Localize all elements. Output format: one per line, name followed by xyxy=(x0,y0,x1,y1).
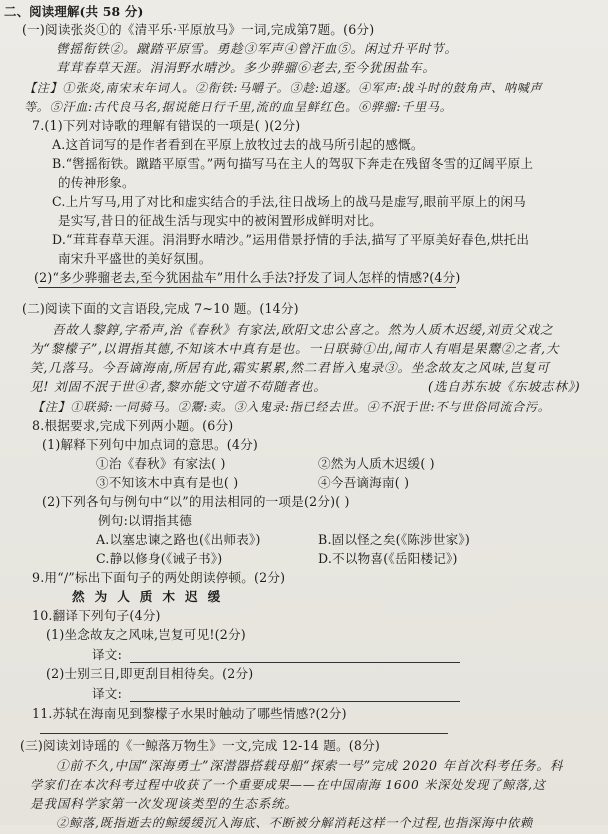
part2-title: (二)阅读下面的文言语段,完成 7~10 题。(14分) xyxy=(22,301,299,316)
q7-option-c-cont: 是实写,昔日的征战生活与现实中的被闲置形成鲜明对比。 xyxy=(58,213,383,228)
q10-label-2: 译文: xyxy=(92,686,123,701)
passage-line-2: 为“黎檬子”,以谓指其德,不知该木中真有是也。一日联骑①出,闻市人有唱是果鬻②之者,大 xyxy=(30,341,560,356)
q8-item-2: ②然为人质木迟缓( ) xyxy=(318,456,435,471)
passage-line-4: 见! 刘固不泯于世④者,黎亦能文守道不苟随者也。 xyxy=(30,379,327,394)
article-line-1: ①前不久,中国“深海勇士”深潜器搭载母船“探索一号”完成 2020 年首次科考任务。科 xyxy=(56,758,564,773)
q7-option-c: C.上片写马,用了对比和虚实结合的手法,往日战场上的战马是虚写,眼前平原上的闲马 xyxy=(52,194,526,209)
q8-example: 例句:以谓指其德 xyxy=(98,513,192,528)
part1-title: (一)阅读张炎①的《清平乐·平原放马》一词,完成第7题。(6分) xyxy=(22,22,375,37)
q8-option-d: D.不以物喜(《岳阳楼记》) xyxy=(318,551,458,566)
q11-stem: 11.苏轼在海南见到黎檬子水果时触动了哪些情感?(2分) xyxy=(32,706,347,721)
section-heading: 二、阅读理解(共 58 分) xyxy=(4,4,144,19)
q7-sub2: (2)“多少骅骝老去,至今犹困盐车”用什么手法?抒发了词人怎样的情感?(4分) xyxy=(34,270,461,285)
poem-note-1: 【注】①张炎,南宋末年词人。②衔铁:马嚼子。③趁:追逐。④军声:战斗时的鼓角声、呐喊声 xyxy=(24,81,543,95)
q8-option-b: B.固以怪之矣(《陈涉世家》) xyxy=(318,532,471,547)
q10-stem: 10.翻译下列句子(4分) xyxy=(32,608,161,623)
q7-option-b-cont: 的传神形象。 xyxy=(58,175,135,190)
q10-sub1: (1)坐念故友之风味,岂复可见!(2分) xyxy=(46,627,246,642)
q7-option-a: A.这首词写的是作者看到在平原上放牧过去的战马所引起的感慨。 xyxy=(52,137,424,152)
q8-item-4: ④今吾谪海南( ) xyxy=(318,475,410,490)
part3-title: (三)阅读刘诗瑶的《一鲸落万物生》一文,完成 12-14 题。(8分) xyxy=(20,738,381,753)
q8-sub1: (1)解释下列句中加点词的意思。(4分) xyxy=(42,437,258,452)
q10-answer-line-2[interactable] xyxy=(130,701,460,702)
article-line-4: ②鲸落,既指逝去的鲸缓缓沉入海底、不断被分解消耗这样一个过程,也指深海中依赖 xyxy=(56,816,533,830)
passage-notes: 【注】①联骑:一同骑马。②鬻:卖。③入鬼录:指已经去世。④不泯于世:不与世俗同流合污。 xyxy=(32,400,551,414)
q9-stem: 9.用“/”标出下面句子的两处朗读停顿。(2分) xyxy=(32,570,286,585)
q8-sub2: (2)下列各句与例句中“以”的用法相同的一项是(2分)( ) xyxy=(42,494,350,509)
q8-option-a: A.以塞忠谏之路也(《出师表》) xyxy=(96,532,261,547)
q8-stem: 8.根据要求,完成下列两小题。(6分) xyxy=(32,418,234,433)
q7-option-d: D.“茸茸春草天涯。涓涓野水晴沙。”运用借景抒情的手法,描写了平原美好春色,烘托出 xyxy=(52,232,530,247)
q8-item-3: ③不知该木中真有是也( ) xyxy=(96,475,239,490)
article-line-3: 是我国科学家第一次发现该类型的生态系统。 xyxy=(30,796,298,811)
q11-answer-line[interactable] xyxy=(40,733,448,734)
q7-stem: 7.(1)下列对诗歌的理解有错误的一项是( )(2分) xyxy=(32,118,301,133)
q8-item-1: ①治《春秋》有家法( ) xyxy=(96,456,226,471)
q8-option-c: C.静以修身(《诫子书》) xyxy=(96,551,223,566)
q10-label-1: 译文: xyxy=(92,647,123,662)
q7-option-b: B.“辔摇衔铁。蹴踏平原雪。”两句描写马在主人的驾驭下奔走在残留冬雪的辽阔平原上 xyxy=(52,156,534,171)
poem-line-1: 辔摇衔铁②。蹴踏平原雪。勇趁③军声④曾汗血⑤。闲过升平时节。 xyxy=(56,41,458,56)
q7-option-d-cont: 南宋升平盛世的美好氛围。 xyxy=(58,251,212,266)
passage-line-3: 笑,几落马。今吾谪海南,所居有此,霜实累累,然二君皆入鬼录③。坐念故友之风味,岂复可 xyxy=(30,360,550,375)
poem-line-2: 茸茸春草天涯。涓涓野水晴沙。多少骅骝⑥老去,至今犹困盐车。 xyxy=(56,60,436,75)
article-line-2: 学家们在本次科考过程中收获了一个重要成果——在中国南海 1600 米深处发现了鲸落,这 xyxy=(30,778,546,792)
q10-answer-line-1[interactable] xyxy=(130,662,460,663)
q10-sub2: (2)士别三日,即更刮目相待矣。(2分) xyxy=(46,666,254,681)
poem-note-2: 等。⑤汗血:古代良马名,据说能日行千里,流的血呈鲜红色。⑥骅骝:千里马。 xyxy=(24,100,453,114)
q7-answer-line[interactable] xyxy=(38,287,456,288)
q9-sentence[interactable]: 然为人质木迟缓 xyxy=(72,589,231,604)
passage-line-1: 吾故人黎錞,字希声,治《春秋》有家法,欧阳文忠公喜之。然为人质木迟缓,刘贡父戏之 xyxy=(52,322,554,337)
passage-source: (选自苏东坡《东坡志林》) xyxy=(428,379,581,394)
